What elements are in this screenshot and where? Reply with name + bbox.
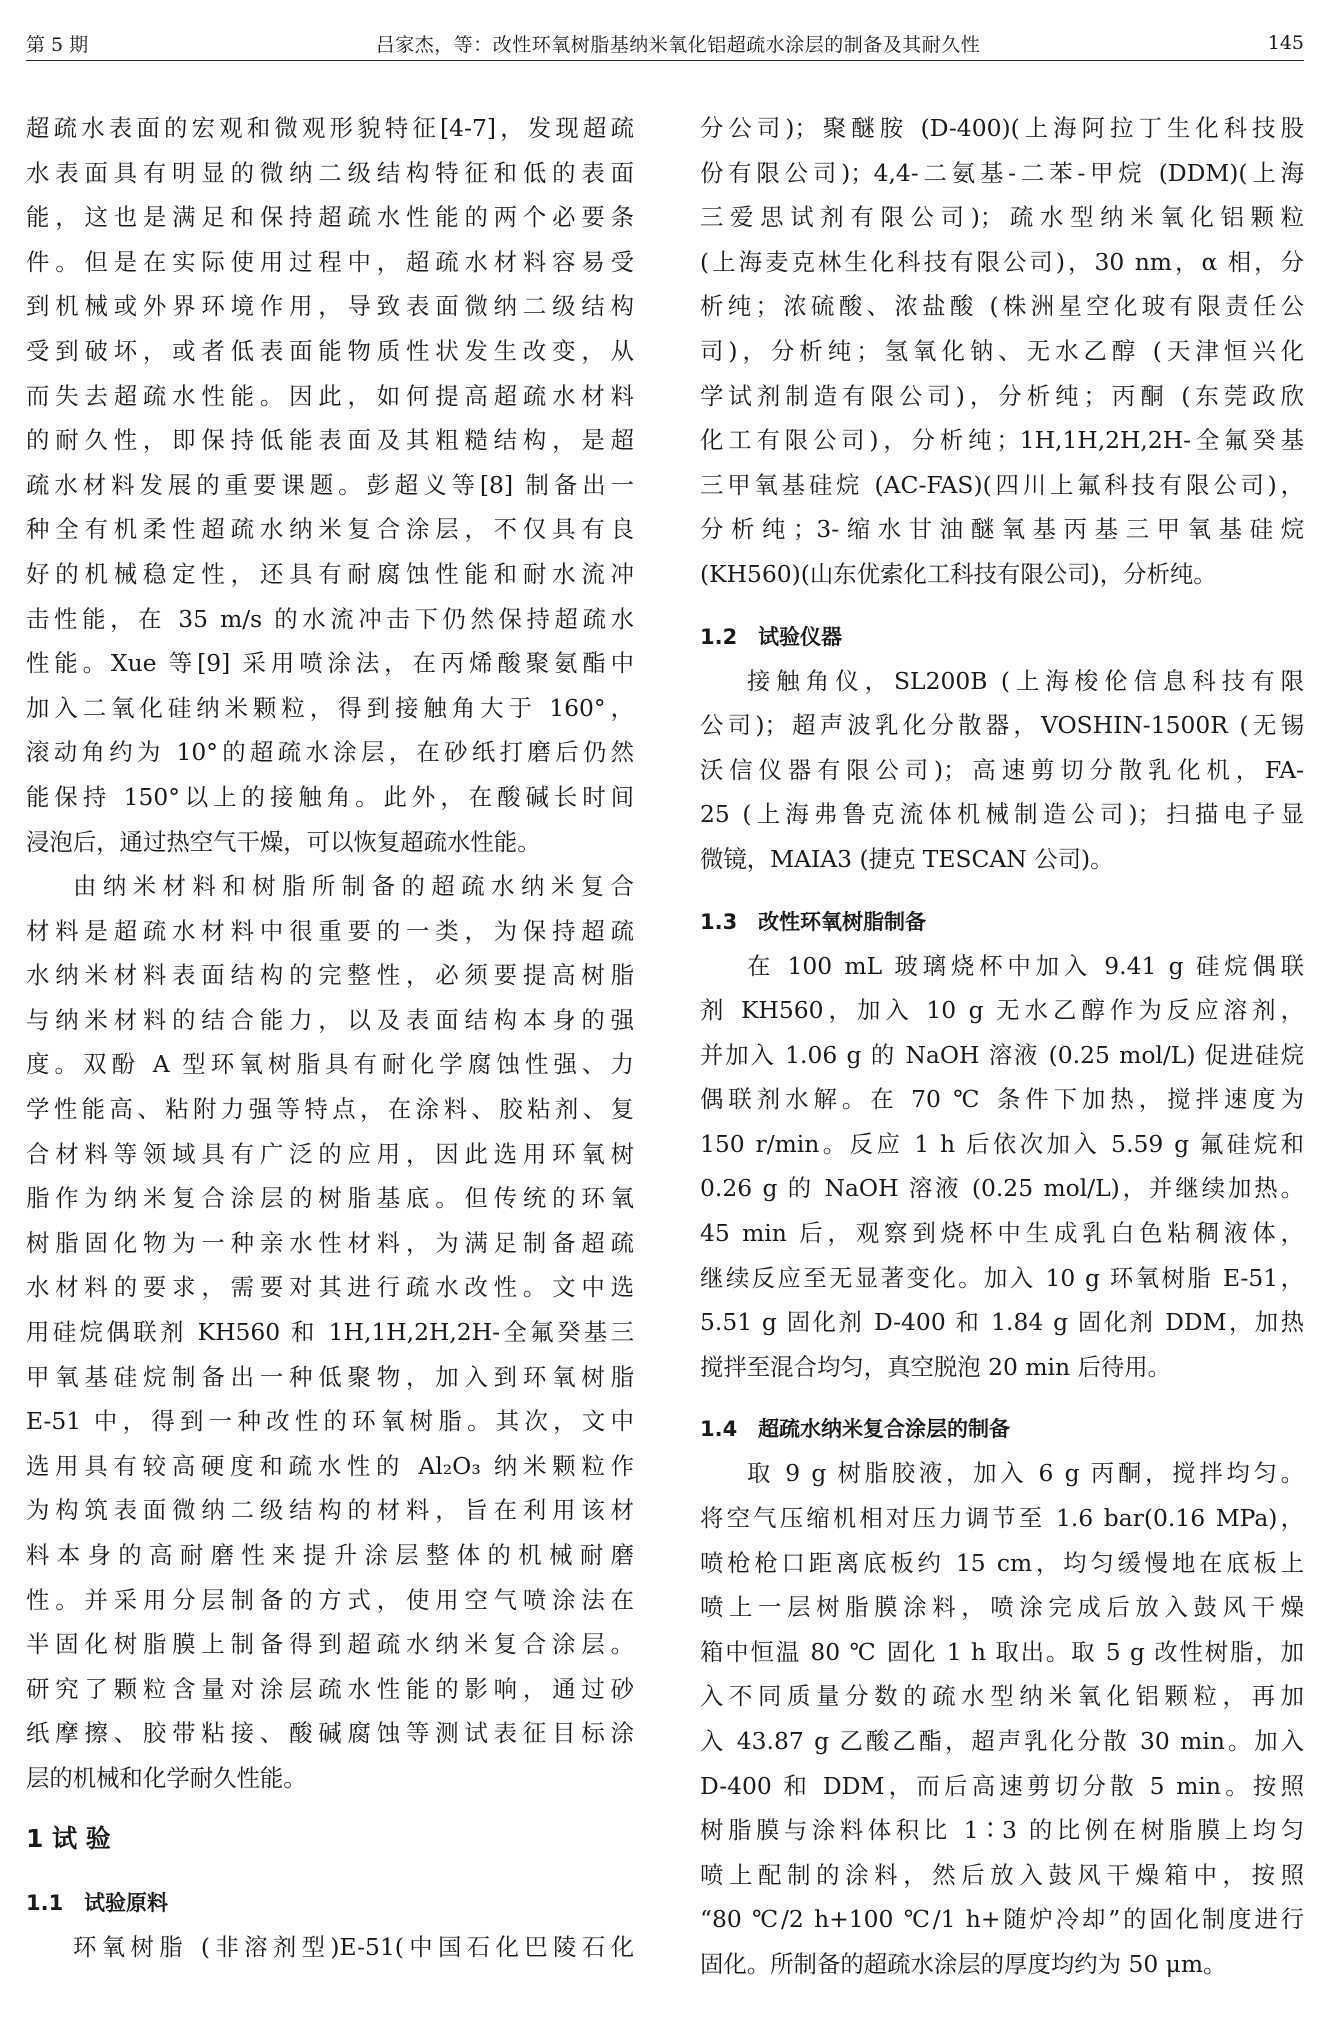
paragraph xyxy=(26,1925,634,1970)
running-header xyxy=(26,26,1304,61)
paragraph xyxy=(700,944,1304,1390)
text-line: 化工有限公司)，分析纯；1H,1H,2H,2H-全氟癸基 xyxy=(700,426,1304,455)
text-line: 合材料等领域具有广泛的应用，因此选用环氧树 xyxy=(26,1139,634,1168)
text-line: 搅拌至混合均匀，真空脱泡 20 min 后待用。 xyxy=(700,1352,1172,1381)
text-line: 25 (上海弗鲁克流体机械制造公司)；扫描电子显 xyxy=(700,800,1304,829)
text-line: 度。双酚 A 型环氧树脂具有耐化学腐蚀性强、力 xyxy=(26,1050,634,1079)
text-line: 司)，分析纯；氢氧化钠、无水乙醇 (天津恒兴化 xyxy=(700,336,1304,365)
text-line: 而失去超疏水性能。因此，如何提高超疏水材料 xyxy=(26,381,634,410)
right-column xyxy=(700,106,1304,1987)
text-line: 三甲氧基硅烷 (AC-FAS)(四川上氟科技有限公司)， xyxy=(700,470,1304,499)
text-line: 喷枪枪口距离底板约 15 cm，均匀缓慢地在底板上 xyxy=(700,1548,1304,1577)
text-line: 性。并采用分层制备的方式，使用空气喷涂法在 xyxy=(26,1585,634,1614)
text-line: 水材料的要求，需要对其进行疏水改性。文中选 xyxy=(26,1273,634,1302)
text-line: 能保持 150°以上的接触角。此外，在酸碱长时间 xyxy=(26,782,634,811)
text-line: 击性能，在 35 m/s 的水流冲击下仍然保持超疏水 xyxy=(26,604,634,633)
text-line: 析纯；浓硫酸、浓盐酸 (株洲星空化玻有限责任公 xyxy=(700,292,1304,321)
subsection-title: 超疏水纳米复合涂层的制备 xyxy=(758,1417,1010,1442)
paragraph xyxy=(700,1451,1304,1986)
text-line: 沃信仪器有限公司)；高速剪切分散乳化机，FA- xyxy=(700,755,1304,784)
text-line: 学性能高、粘附力强等特点，在涂料、胶粘剂、复 xyxy=(26,1095,634,1124)
running-title: 吕家杰，等：改性环氧树脂基纳米氧化铝超疏水涂层的制备及其耐久性 xyxy=(375,33,981,56)
paragraph xyxy=(700,106,1304,597)
text-line: 树脂膜与涂料体积比 1∶3 的比例在树脂膜上均匀 xyxy=(700,1816,1304,1845)
text-line: 150 r/min。反应 1 h 后依次加入 5.59 g 氟硅烷和 xyxy=(700,1129,1304,1158)
text-line: 能，这也是满足和保持超疏水性能的两个必要条 xyxy=(26,203,634,232)
text-line: 环氧树脂 (非溶剂型)E-51(中国石化巴陵石化 xyxy=(73,1932,634,1961)
subsection-heading xyxy=(26,1881,634,1925)
subsection-number: 1.4 xyxy=(700,1417,738,1442)
text-line: 份有限公司)；4,4-二氨基-二苯-甲烷 (DDM)(上海 xyxy=(700,158,1304,187)
text-line: 固化。所制备的超疏水涂层的厚度均约为 50 μm。 xyxy=(700,1949,1227,1978)
text-line: 三爱思试剂有限公司)；疏水型纳米氧化铝颗粒 xyxy=(700,203,1304,232)
subsection-number: 1.1 xyxy=(26,1890,64,1915)
text-line: 在 100 mL 玻璃烧杯中加入 9.41 g 硅烷偶联 xyxy=(747,951,1304,980)
text-line: 水纳米材料表面结构的完整性，必须要提高树脂 xyxy=(26,961,634,990)
subsection-heading xyxy=(700,1407,1304,1451)
subsection-number: 1.3 xyxy=(700,909,738,934)
left-column xyxy=(26,106,634,1969)
subsection-number: 1.2 xyxy=(700,624,738,649)
text-line: 喷上一层树脂膜涂料，喷涂完成后放入鼓风干燥 xyxy=(700,1593,1304,1622)
text-line: 接触角仪，SL200B (上海梭伦信息科技有限 xyxy=(747,666,1304,695)
text-line: 水表面具有明显的微纳二级结构特征和低的表面 xyxy=(26,158,634,187)
text-line: 纸摩擦、胶带粘接、酸碱腐蚀等测试表征目标涂 xyxy=(26,1719,634,1748)
text-line: 0.26 g 的 NaOH 溶液 (0.25 mol/L)，并继续加热。 xyxy=(700,1174,1304,1203)
subsection-title: 试验原料 xyxy=(84,1890,168,1915)
text-line: 微镜，MAIA3 (捷克 TESCAN 公司)。 xyxy=(700,844,1114,873)
text-line: 滚动角约为 10°的超疏水涂层，在砂纸打磨后仍然 xyxy=(26,738,634,767)
text-line: 好的机械稳定性，还具有耐腐蚀性能和耐水流冲 xyxy=(26,559,634,588)
text-line: 分公司)；聚醚胺 (D-400)(上海阿拉丁生化科技股 xyxy=(700,114,1304,142)
subsection-heading xyxy=(700,900,1304,944)
text-line: 并加入 1.06 g 的 NaOH 溶液 (0.25 mol/L) 促进硅烷 xyxy=(700,1040,1304,1069)
text-line: 树脂固化物为一种亲水性材料，为满足制备超疏 xyxy=(26,1228,634,1257)
text-line: “80 ℃/2 h+100 ℃/1 h+随炉冷却”的固化制度进行 xyxy=(700,1905,1304,1934)
text-line: 5.51 g 固化剂 D-400 和 1.84 g 固化剂 DDM，加热 xyxy=(700,1308,1304,1337)
text-line: 入 43.87 g 乙酸乙酯，超声乳化分散 30 min。加入 xyxy=(700,1727,1304,1755)
text-line: 超疏水表面的宏观和微观形貌特征[4-7]，发现超疏 xyxy=(26,114,634,142)
text-line: 偶联剂水解。在 70 ℃ 条件下加热，搅拌速度为 xyxy=(700,1085,1304,1114)
section-heading: 1 试 验 xyxy=(26,1823,111,1853)
text-line: 研究了颗粒含量对涂层疏水性能的影响，通过砂 xyxy=(26,1674,634,1703)
text-line: 性能。Xue 等[9] 采用喷涂法，在丙烯酸聚氨酯中 xyxy=(26,649,634,678)
text-line: D-400 和 DDM，而后高速剪切分散 5 min。按照 xyxy=(700,1771,1304,1800)
text-line: 加入二氧化硅纳米颗粒，得到接触角大于 160°， xyxy=(26,693,634,722)
text-line: 材料是超疏水材料中很重要的一类，为保持超疏 xyxy=(26,916,634,945)
text-line: (KH560)(山东优索化工科技有限公司)，分析纯。 xyxy=(700,559,1217,588)
text-line: 用硅烷偶联剂 KH560 和 1H,1H,2H,2H-全氟癸基三 xyxy=(26,1318,634,1347)
text-line: 由纳米材料和树脂所制备的超疏水纳米复合 xyxy=(73,872,634,901)
paragraph xyxy=(26,106,634,864)
text-line: 与纳米材料的结合能力，以及表面结构本身的强 xyxy=(26,1005,634,1034)
text-line: 选用具有较高硬度和疏水性的 Al₂O₃ 纳米颗粒作 xyxy=(26,1451,634,1480)
text-line: 为构筑表面微纳二级结构的材料，旨在利用该材 xyxy=(26,1496,634,1525)
text-line: E-51 中，得到一种改性的环氧树脂。其次，文中 xyxy=(26,1407,634,1436)
subsection-heading xyxy=(700,615,1304,659)
text-line: 件。但是在实际使用过程中，超疏水材料容易受 xyxy=(26,247,634,276)
text-line: 将空气压缩机相对压力调节至 1.6 bar(0.16 MPa)， xyxy=(700,1504,1304,1533)
text-line: 甲氧基硅烷制备出一种低聚物，加入到环氧树脂 xyxy=(26,1362,634,1391)
text-line: 公司)；超声波乳化分散器，VOSHIN-1500R (无锡 xyxy=(700,711,1304,740)
text-line: 层的机械和化学耐久性能。 xyxy=(26,1763,307,1792)
subsection-title: 试验仪器 xyxy=(758,624,842,649)
text-line: 学试剂制造有限公司)，分析纯；丙酮 (东莞政欣 xyxy=(700,381,1304,410)
text-line: 疏水材料发展的重要课题。彭超义等[8] 制备出一 xyxy=(26,470,634,499)
text-line: 到机械或外界环境作用，导致表面微纳二级结构 xyxy=(26,292,634,321)
text-line: 分析纯；3-缩水甘油醚氧基丙基三甲氧基硅烷 xyxy=(700,515,1304,544)
paragraph xyxy=(700,659,1304,882)
text-line: 料本身的高耐磨性来提升涂层整体的机械耐磨 xyxy=(26,1541,634,1569)
text-line: 继续反应至无显著变化。加入 10 g 环氧树脂 E-51， xyxy=(700,1263,1304,1292)
text-line: 取 9 g 树脂胶液，加入 6 g 丙酮，搅拌均匀。 xyxy=(747,1459,1304,1488)
text-line: 剂 KH560，加入 10 g 无水乙醇作为反应溶剂， xyxy=(700,996,1304,1025)
text-line: 箱中恒温 80 ℃ 固化 1 h 取出。取 5 g 改性树脂，加 xyxy=(700,1637,1304,1666)
text-line: 喷上配制的涂料，然后放入鼓风干燥箱中，按照 xyxy=(700,1860,1304,1889)
text-line: 脂作为纳米复合涂层的树脂基底。但传统的环氧 xyxy=(26,1184,634,1213)
text-line: 45 min 后，观察到烧杯中生成乳白色粘稠液体， xyxy=(700,1219,1304,1248)
text-line: 受到破坏，或者低表面能物质性状发生改变，从 xyxy=(26,336,634,365)
text-line: 入不同质量分数的疏水型纳米氧化铝颗粒，再加 xyxy=(700,1682,1304,1711)
text-line: (上海麦克林生化科技有限公司)，30 nm，α 相，分 xyxy=(700,247,1304,276)
paragraph xyxy=(26,864,634,1800)
subsection-title: 改性环氧树脂制备 xyxy=(758,909,926,934)
text-line: 半固化树脂膜上制备得到超疏水纳米复合涂层。 xyxy=(26,1630,634,1659)
text-line: 种全有机柔性超疏水纳米复合涂层，不仅具有良 xyxy=(26,515,634,544)
page-number: 145 xyxy=(1267,32,1304,54)
issue-number: 第 5 期 xyxy=(26,33,89,56)
text-line: 的耐久性，即保持低能表面及其粗糙结构，是超 xyxy=(26,426,634,455)
text-line: 浸泡后，通过热空气干燥，可以恢复超疏水性能。 xyxy=(26,827,541,856)
